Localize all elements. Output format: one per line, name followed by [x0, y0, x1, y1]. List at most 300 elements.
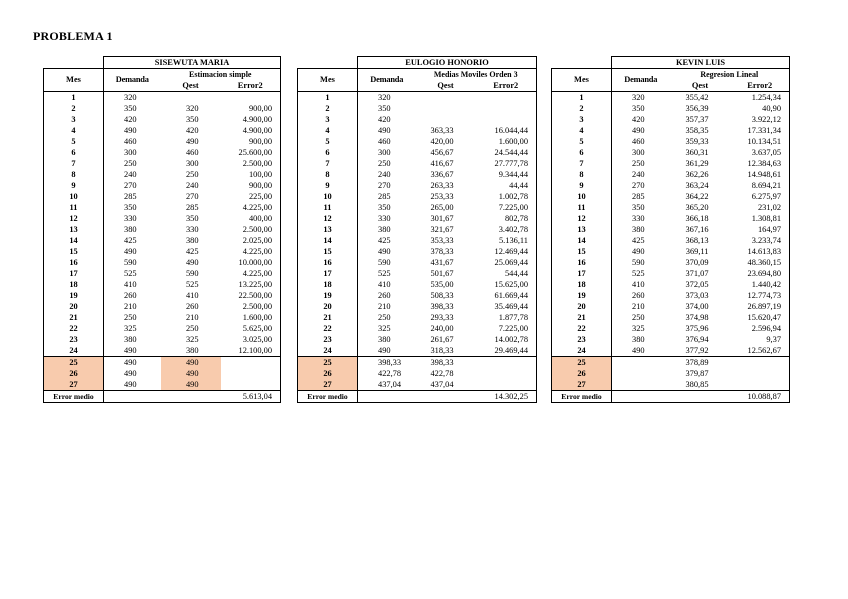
table-row: [44, 169, 281, 180]
table-row: [298, 136, 537, 147]
month-cell: 20: [44, 301, 104, 312]
demand-cell: 250: [378, 158, 391, 168]
month-cell: 11: [552, 202, 612, 213]
table-row: [552, 345, 790, 357]
month-cell: 4: [298, 125, 358, 136]
table-row: [552, 312, 790, 323]
qest-cell: 270: [185, 191, 199, 201]
qest-cell: 210: [185, 312, 199, 322]
table-row: [552, 158, 790, 169]
col-error2-header: Error2: [221, 80, 281, 92]
error2-cell: 3.637,05: [731, 147, 790, 158]
table-row: [44, 301, 281, 312]
demand-cell: 490: [124, 125, 137, 135]
month-cell: 14: [298, 235, 358, 246]
table-row: [552, 92, 790, 104]
error2-cell: 4.900,00: [221, 114, 281, 125]
qest-cell: 590: [185, 268, 199, 278]
error2-cell: 5.625,00: [221, 323, 281, 334]
error2-cell: [221, 357, 281, 369]
qest-cell: 330: [185, 224, 199, 234]
table-row: [552, 301, 790, 312]
month-cell: 12: [552, 213, 612, 224]
month-cell: 27: [552, 379, 612, 391]
qest-cell: 374,00: [685, 301, 709, 311]
demand-cell: 350: [124, 103, 137, 113]
error2-cell: 10.134,51: [731, 136, 790, 147]
table-row: [44, 235, 281, 246]
month-cell: 11: [44, 202, 104, 213]
table-row: [552, 279, 790, 290]
table-row: [552, 125, 790, 136]
footer-empty-cell: [161, 391, 221, 403]
qest-cell: 420,00: [430, 136, 454, 146]
table-row: [298, 147, 537, 158]
footer-empty-cell: [612, 391, 670, 403]
month-cell: 26: [552, 368, 612, 379]
month-cell: 20: [298, 301, 358, 312]
col-mes-header: Mes: [44, 69, 104, 92]
table-row: [44, 224, 281, 235]
qest-cell: 250: [185, 169, 199, 179]
error2-cell: 3.025,00: [221, 334, 281, 345]
error2-cell: 15.620,47: [731, 312, 790, 323]
table-sisewuta: [43, 56, 281, 403]
error2-cell: 9,37: [731, 334, 790, 345]
qest-cell: 293,33: [430, 312, 454, 322]
month-cell: 5: [44, 136, 104, 147]
table-row: [552, 191, 790, 202]
table-row: [298, 169, 537, 180]
month-cell: 23: [552, 334, 612, 345]
error2-cell: 9.344,44: [476, 169, 537, 180]
demand-cell: 525: [632, 268, 645, 278]
error2-cell: [221, 368, 281, 379]
month-cell: 17: [298, 268, 358, 279]
month-cell: 14: [552, 235, 612, 246]
qest-cell: 378,33: [430, 246, 454, 256]
error2-cell: [731, 379, 790, 391]
col-mes-header: Mes: [552, 69, 612, 92]
table-row: [298, 301, 537, 312]
demand-cell: 285: [378, 191, 391, 201]
qest-cell: 420: [185, 125, 199, 135]
demand-cell: 285: [632, 191, 645, 201]
demand-cell: 410: [632, 279, 645, 289]
footer-empty-cell: [416, 391, 476, 403]
error2-cell: 12.562,67: [731, 345, 790, 357]
demand-cell: 300: [632, 147, 645, 157]
month-cell: 22: [44, 323, 104, 334]
demand-cell: 525: [378, 268, 391, 278]
table-row: [552, 147, 790, 158]
table-row: [44, 125, 281, 136]
demand-cell: 260: [124, 290, 137, 300]
demand-cell: 398,33: [358, 357, 416, 369]
month-cell: 7: [298, 158, 358, 169]
qest-cell: 260: [185, 301, 199, 311]
qest-cell: 490: [185, 136, 199, 146]
month-cell: 19: [552, 290, 612, 301]
qest-cell: 368,13: [685, 235, 709, 245]
month-cell: 24: [298, 345, 358, 357]
header-person-row: [44, 57, 281, 69]
error2-cell: 1.600,00: [476, 136, 537, 147]
month-cell: 10: [44, 191, 104, 202]
col-demanda-header: Demanda: [358, 69, 416, 92]
qest-cell: 372,05: [685, 279, 709, 289]
forecast-row: [44, 368, 281, 379]
qest-cell: 250: [185, 323, 199, 333]
error2-cell: 23.694,80: [731, 268, 790, 279]
demand-cell: [612, 379, 670, 391]
person-name: KEVIN LUIS: [612, 57, 790, 69]
error2-cell: 12.384,63: [731, 158, 790, 169]
table-row: [552, 290, 790, 301]
error2-cell: 25.600,00: [221, 147, 281, 158]
qest-cell: [416, 103, 476, 114]
qest-cell: 374,98: [685, 312, 709, 322]
qest-cell: 365,20: [685, 202, 709, 212]
qest-cell: 379,87: [685, 368, 709, 378]
qest-cell: [161, 92, 221, 104]
qest-cell: 380: [185, 345, 199, 355]
qest-cell: 398,33: [430, 301, 454, 311]
error2-cell: 61.669,44: [476, 290, 537, 301]
month-cell: 21: [552, 312, 612, 323]
demand-cell: 590: [632, 257, 645, 267]
qest-cell: 263,33: [430, 180, 454, 190]
month-cell: 2: [44, 103, 104, 114]
qest-cell: 490: [161, 357, 221, 369]
qest-cell: 362,26: [685, 169, 709, 179]
table-kevin: [551, 56, 790, 403]
error2-cell: 225,00: [221, 191, 281, 202]
table-row: [298, 191, 537, 202]
demand-cell: 420: [632, 114, 645, 124]
month-cell: 21: [298, 312, 358, 323]
qest-cell: 320: [185, 103, 199, 113]
qest-cell: 285: [185, 202, 199, 212]
month-cell: 9: [552, 180, 612, 191]
table-row: [44, 136, 281, 147]
header-empty-cell: [298, 57, 358, 69]
error2-cell: 3.922,12: [731, 114, 790, 125]
month-cell: 4: [552, 125, 612, 136]
table-row: [298, 202, 537, 213]
demand-cell: 437,04: [378, 379, 402, 389]
demand-cell: 300: [378, 147, 391, 157]
qest-cell: 321,67: [430, 224, 454, 234]
month-cell: 18: [298, 279, 358, 290]
table-row: [552, 103, 790, 114]
col-demanda-header: Demanda: [104, 69, 161, 92]
month-cell: 13: [298, 224, 358, 235]
month-cell: 25: [44, 357, 104, 369]
demand-cell: 490: [104, 357, 161, 369]
qest-cell: 363,24: [685, 180, 709, 190]
error-mean-label: Error medio: [44, 391, 104, 403]
month-cell: 11: [298, 202, 358, 213]
table-row: [298, 125, 537, 136]
demand-cell: 260: [632, 290, 645, 300]
demand-cell: 420: [378, 114, 391, 124]
demand-cell: 350: [378, 202, 391, 212]
error2-cell: 12.469,44: [476, 246, 537, 257]
error2-cell: 2.596,94: [731, 323, 790, 334]
header-method-row: [44, 69, 281, 81]
table-row: [552, 257, 790, 268]
table-row: [298, 312, 537, 323]
method-name: Medias Moviles Orden 3: [416, 69, 537, 81]
demand-cell: [612, 357, 670, 369]
header-empty-cell: [552, 57, 612, 69]
error2-cell: 1.254,34: [731, 92, 790, 104]
demand-cell: 330: [124, 213, 137, 223]
qest-cell: 301,67: [430, 213, 454, 223]
month-cell: 9: [298, 180, 358, 191]
footer-empty-cell: [670, 391, 731, 403]
month-cell: 2: [298, 103, 358, 114]
demand-cell: 240: [378, 169, 391, 179]
demand-cell: 490: [124, 345, 137, 355]
qest-cell: 350: [185, 213, 199, 223]
qest-cell: 265,00: [430, 202, 454, 212]
demand-cell: 250: [378, 312, 391, 322]
demand-cell: 350: [124, 202, 137, 212]
demand-cell: 325: [378, 323, 391, 333]
error2-cell: [221, 92, 281, 104]
table-row: [552, 202, 790, 213]
error2-cell: [476, 92, 537, 104]
month-cell: 21: [44, 312, 104, 323]
qest-cell: 358,35: [685, 125, 709, 135]
forecast-row: [44, 379, 281, 391]
demand-cell: 270: [124, 180, 137, 190]
qest-cell: 490: [185, 257, 199, 267]
col-qest-header: Qest: [437, 80, 454, 90]
demand-cell: 425: [124, 235, 137, 245]
forecast-row: [44, 357, 281, 369]
month-cell: 19: [44, 290, 104, 301]
qest-cell: 356,39: [685, 103, 709, 113]
table-row: [298, 235, 537, 246]
qest-cell: 261,67: [430, 334, 454, 344]
error2-cell: 29.469,44: [476, 345, 537, 357]
demand-cell: 590: [124, 257, 137, 267]
error2-cell: 2.025,00: [221, 235, 281, 246]
header-person-row: [298, 57, 537, 69]
error2-cell: [476, 357, 537, 369]
table-row: [552, 224, 790, 235]
error2-cell: 3.402,78: [476, 224, 537, 235]
demand-cell: 490: [124, 379, 137, 389]
month-cell: 8: [552, 169, 612, 180]
demand-cell: 380: [378, 334, 391, 344]
table-row: [44, 92, 281, 104]
month-cell: 1: [298, 92, 358, 104]
month-cell: 9: [44, 180, 104, 191]
month-cell: 6: [552, 147, 612, 158]
error2-cell: 1.600,00: [221, 312, 281, 323]
qest-cell: 410: [185, 290, 199, 300]
demand-cell: 380: [632, 224, 645, 234]
month-cell: 23: [298, 334, 358, 345]
error2-cell: 4.225,00: [221, 202, 281, 213]
error2-cell: 400,00: [221, 213, 281, 224]
month-cell: 17: [44, 268, 104, 279]
demand-cell: 270: [632, 180, 645, 190]
error2-cell: 48.360,15: [731, 257, 790, 268]
month-cell: 16: [298, 257, 358, 268]
demand-cell: 330: [632, 213, 645, 223]
month-cell: 14: [44, 235, 104, 246]
month-cell: 24: [552, 345, 612, 357]
qest-cell: 431,67: [430, 257, 454, 267]
table-row: [44, 180, 281, 191]
month-cell: 1: [44, 92, 104, 104]
month-cell: 25: [552, 357, 612, 369]
qest-cell: 375,96: [685, 323, 709, 333]
demand-cell: 250: [124, 312, 137, 322]
demand-cell: 300: [124, 147, 137, 157]
demand-cell: 380: [124, 224, 137, 234]
error2-cell: 231,02: [731, 202, 790, 213]
method-name: Estimacion simple: [161, 69, 281, 81]
table-row: [552, 246, 790, 257]
demand-cell: 210: [124, 301, 137, 311]
table-row: [552, 180, 790, 191]
table-row: [298, 158, 537, 169]
qest-cell: 378,89: [670, 357, 731, 369]
error2-cell: 5.136,11: [476, 235, 537, 246]
demand-cell: 260: [378, 290, 391, 300]
qest-cell: 525: [185, 279, 199, 289]
qest-cell: 376,94: [685, 334, 709, 344]
month-cell: 25: [298, 357, 358, 369]
qest-cell: 360,31: [685, 147, 709, 157]
error2-cell: 25.069,44: [476, 257, 537, 268]
table-row: [298, 334, 537, 345]
table-row: [552, 169, 790, 180]
error2-cell: 44,44: [476, 180, 537, 191]
error-mean-value: 10.088,87: [731, 391, 790, 403]
qest-cell: 456,67: [430, 147, 454, 157]
qest-cell: 422,78: [430, 368, 454, 378]
col-error2-header: Error2: [476, 80, 537, 92]
demand-cell: 425: [378, 235, 391, 245]
qest-cell: 508,33: [430, 290, 454, 300]
qest-cell: 359,33: [685, 136, 709, 146]
qest-cell: 416,67: [430, 158, 454, 168]
table-row: [298, 180, 537, 191]
error2-cell: 100,00: [221, 169, 281, 180]
qest-cell: 253,33: [430, 191, 454, 201]
error2-cell: 22.500,00: [221, 290, 281, 301]
qest-cell: 350: [185, 114, 199, 124]
month-cell: 16: [44, 257, 104, 268]
error2-cell: 14.002,78: [476, 334, 537, 345]
demand-cell: 490: [378, 125, 391, 135]
error2-cell: 1.002,78: [476, 191, 537, 202]
qest-cell: 490: [161, 368, 221, 379]
demand-cell: 460: [378, 136, 391, 146]
demand-cell: 325: [632, 323, 645, 333]
qest-cell: 371,07: [685, 268, 709, 278]
table-row: [552, 114, 790, 125]
error2-cell: 8.694,21: [731, 180, 790, 191]
footer-empty-cell: [358, 391, 416, 403]
error2-cell: 900,00: [221, 180, 281, 191]
month-cell: 18: [44, 279, 104, 290]
month-cell: 15: [298, 246, 358, 257]
demand-cell: 490: [124, 246, 137, 256]
table-row: [44, 147, 281, 158]
table-row: [552, 213, 790, 224]
qest-cell: 364,22: [685, 191, 709, 201]
col-mes-header: Mes: [298, 69, 358, 92]
forecast-row: [552, 368, 790, 379]
month-cell: 8: [44, 169, 104, 180]
header-empty-cell: [44, 57, 104, 69]
table-row: [44, 213, 281, 224]
demand-cell: 325: [124, 323, 137, 333]
demand-cell: 270: [378, 180, 391, 190]
table-row: [552, 334, 790, 345]
footer-row: [552, 391, 790, 403]
month-cell: 15: [44, 246, 104, 257]
demand-cell: 410: [378, 279, 391, 289]
table-row: [44, 279, 281, 290]
table-row: [44, 202, 281, 213]
table-row: [44, 312, 281, 323]
month-cell: 3: [44, 114, 104, 125]
error-mean-value: 14.302,25: [476, 391, 537, 403]
error-mean-label: Error medio: [298, 391, 358, 403]
qest-cell: 377,92: [685, 345, 709, 355]
month-cell: 7: [552, 158, 612, 169]
demand-cell: 380: [124, 334, 137, 344]
table-row: [298, 213, 537, 224]
error2-cell: 900,00: [221, 103, 281, 114]
demand-cell: 285: [124, 191, 137, 201]
qest-cell: [416, 92, 476, 104]
month-cell: 5: [298, 136, 358, 147]
month-cell: 7: [44, 158, 104, 169]
qest-cell: 361,29: [685, 158, 709, 168]
table-row: [298, 257, 537, 268]
qest-cell: 380,85: [685, 379, 709, 389]
demand-cell: 490: [632, 345, 645, 355]
month-cell: 8: [298, 169, 358, 180]
demand-cell: 210: [378, 301, 391, 311]
demand-cell: 320: [104, 92, 161, 104]
demand-cell: 525: [124, 268, 137, 278]
error2-cell: 7.225,00: [476, 323, 537, 334]
table-row: [44, 191, 281, 202]
error2-cell: [221, 379, 281, 391]
qest-cell: 357,37: [685, 114, 709, 124]
error2-cell: 2.500,00: [221, 301, 281, 312]
month-cell: 10: [552, 191, 612, 202]
demand-cell: 350: [378, 103, 391, 113]
header-method-row: [298, 69, 537, 81]
error2-cell: [476, 379, 537, 391]
demand-cell: 250: [632, 312, 645, 322]
month-cell: 4: [44, 125, 104, 136]
error2-cell: 2.500,00: [221, 224, 281, 235]
qest-cell: 535,00: [430, 279, 454, 289]
